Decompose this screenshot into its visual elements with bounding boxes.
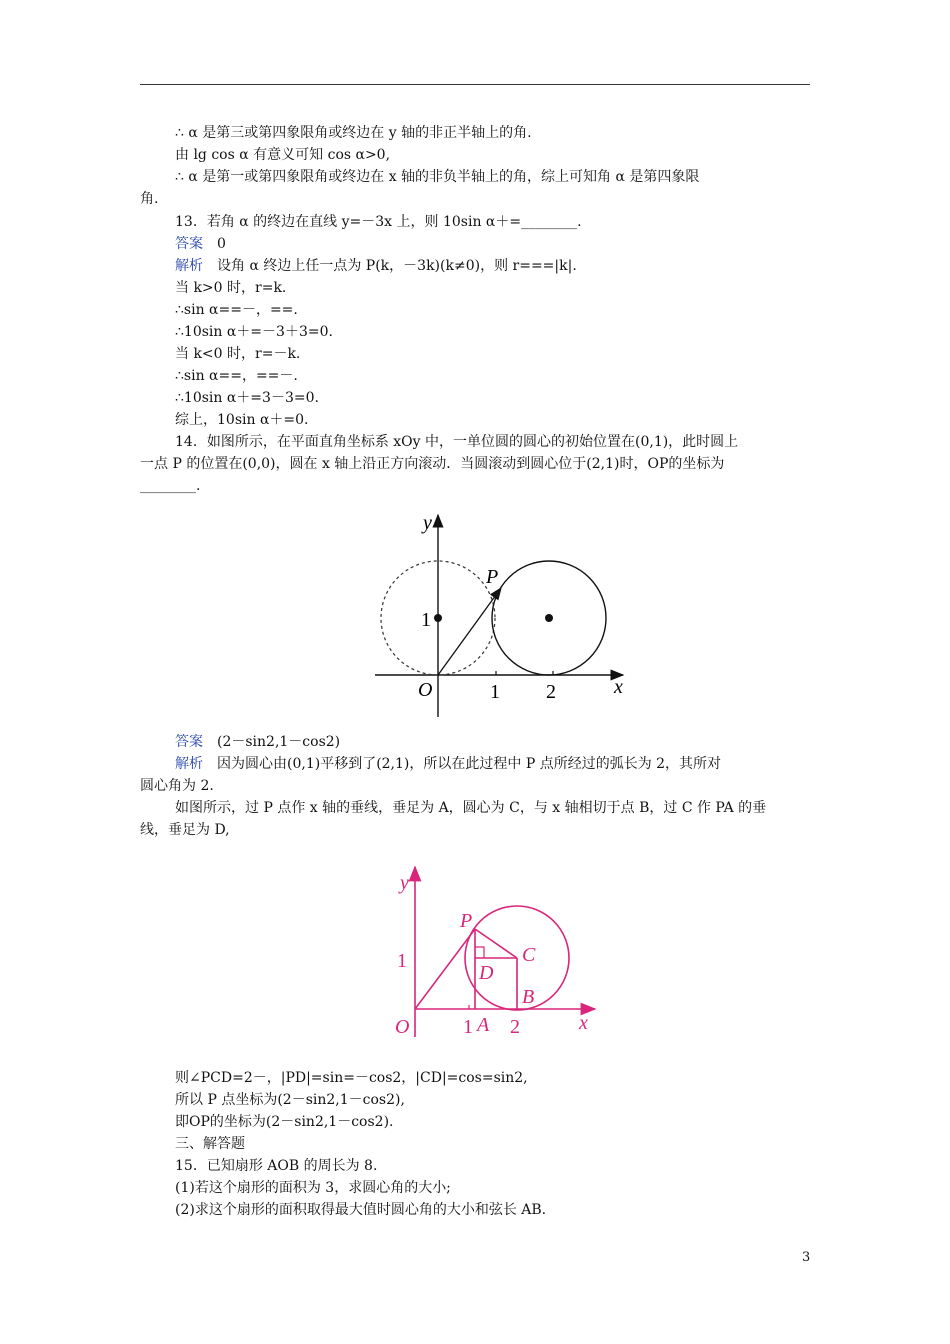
analysis-text: 设角 α 终边上任一点为 P(k，－3k)(k≠0)，则 r===|k|.	[217, 258, 577, 274]
rolling-circle-figure	[365, 495, 650, 725]
text-line: 所以 P 点坐标为(2－sin2,1－cos2),	[175, 1092, 405, 1108]
section-heading: 三、解答题	[175, 1136, 245, 1152]
text-line: 角.	[140, 191, 159, 207]
point-d-label: D	[479, 962, 494, 984]
text-line: ∴sin α==，==－.	[175, 368, 298, 384]
text-line: ∴ α 是第一或第四象限角或终边在 x 轴的非负半轴上的角，综上可知角 α 是第四象限	[175, 169, 700, 185]
x-tick-1-label: 1	[463, 1016, 473, 1038]
y-tick-1-label: 1	[421, 609, 431, 631]
analysis-label: 解析	[175, 258, 203, 274]
y-axis-label: y	[400, 872, 409, 894]
text-line: 圆心角为 2.	[140, 778, 214, 794]
text-line: ________.	[140, 478, 201, 494]
text-line: 当 k<0 时，r=－k.	[175, 346, 301, 362]
text-line: 则∠PCD=2－，|PD|=sin=－cos2，|CD|=cos=sin2,	[175, 1070, 528, 1086]
answer-value: (2－sin2,1－cos2)	[217, 734, 341, 750]
page-number: 3	[802, 1250, 811, 1265]
question-15-part-1: (1)若这个扇形的面积为 3，求圆心角的大小;	[175, 1180, 451, 1196]
analysis-line	[175, 754, 721, 774]
initial-center-dot	[434, 614, 442, 622]
x-axis-label: x	[579, 1012, 588, 1034]
analysis-text: 因为圆心由(0,1)平移到了(2,1)，所以在此过程中 P 点所经过的弧长为 2，其所对	[217, 756, 722, 772]
y-axis-label: y	[423, 512, 432, 534]
point-p-label: P	[460, 910, 473, 932]
text-line: 综上，10sin α＋=0.	[175, 412, 309, 428]
text-line: ∴sin α==－，==.	[175, 302, 298, 318]
x-axis-label: x	[614, 676, 623, 698]
header-rule	[140, 84, 810, 85]
text-line: 由 lg cos α 有意义可知 cos α>0,	[175, 147, 391, 163]
x-tick-2-label: 2	[510, 1016, 520, 1038]
point-b-label: B	[522, 986, 535, 1008]
construction-figure	[385, 845, 625, 1050]
text-line: 一点 P 的位置在(0,0)，圆在 x 轴上沿正方向滚动．当圆滚动到圆心位于(2,1)时，OP的坐标为	[140, 456, 725, 472]
vector-op	[438, 588, 501, 675]
x-tick-1-label: 1	[490, 681, 500, 703]
x-tick-2-label: 2	[546, 681, 556, 703]
text-line: ∴10sin α＋=3－3=0.	[175, 390, 319, 406]
question-15-part-2: (2)求这个扇形的面积取得最大值时圆心角的大小和弦长 AB.	[175, 1202, 547, 1218]
question-14: 14．如图所示，在平面直角坐标系 xOy 中，一单位圆的圆心的初始位置在(0,1)，此时圆上	[175, 434, 739, 450]
answer-label: 答案	[175, 236, 203, 252]
origin-label: O	[395, 1016, 410, 1038]
center-dot	[545, 614, 553, 622]
analysis-label: 解析	[175, 756, 203, 772]
segment-pc	[475, 929, 517, 958]
right-angle-mark	[475, 947, 484, 958]
question-13: 13．若角 α 的终边在直线 y=－3x 上，则 10sin α＋=________.	[175, 214, 582, 230]
answer-line	[175, 234, 226, 254]
analysis-line	[175, 256, 577, 276]
answer-line	[175, 732, 340, 752]
text-line: 当 k>0 时，r=k.	[175, 280, 287, 296]
text-line: 线，垂足为 D,	[140, 822, 230, 838]
text-line: ∴ α 是第三或第四象限角或终边在 y 轴的非正半轴上的角.	[175, 125, 532, 141]
question-15: 15．已知扇形 AOB 的周长为 8.	[175, 1158, 378, 1174]
text-line: ∴10sin α＋=－3＋3=0.	[175, 324, 333, 340]
point-c-label: C	[522, 944, 536, 966]
origin-label: O	[418, 679, 433, 701]
point-p-label: P	[486, 566, 499, 588]
text-line: 如图所示，过 P 点作 x 轴的垂线，垂足为 A，圆心为 C，与 x 轴相切于点 B，过 C 作 PA 的垂	[175, 800, 767, 816]
answer-label: 答案	[175, 734, 203, 750]
point-a-label: A	[477, 1014, 490, 1036]
y-tick-1-label: 1	[397, 950, 407, 972]
text-line: 即OP的坐标为(2－sin2,1－cos2).	[175, 1114, 394, 1130]
answer-value: 0	[217, 236, 226, 252]
